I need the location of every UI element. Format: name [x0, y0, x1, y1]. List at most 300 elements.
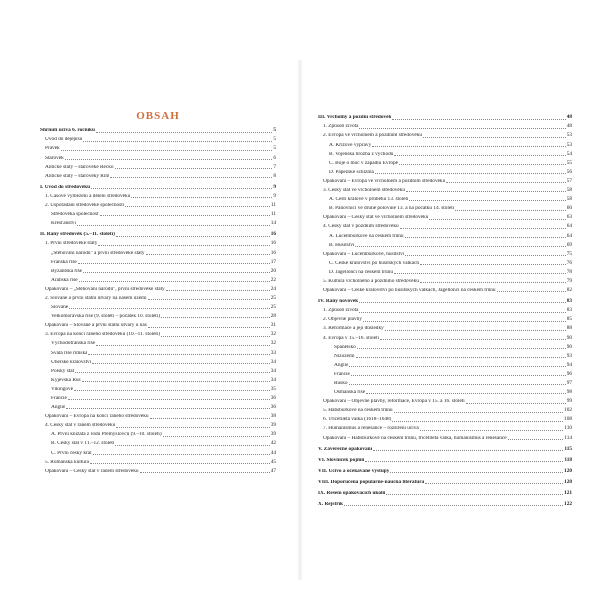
toc-entry-title: A. Lucemburkové na českém trůnu: [329, 233, 404, 239]
toc-leader-dots: [100, 215, 270, 216]
toc-chapter-entry: [318, 499, 572, 508]
toc-entry: [318, 332, 572, 341]
toc-page-number: 96: [566, 370, 572, 377]
toc-leader-dots: [150, 418, 270, 419]
toc-leader-dots: [425, 483, 563, 484]
toc-entry: [318, 167, 572, 176]
toc-entry: [40, 302, 276, 311]
toc-entry-title: Opakování – Český stát v raném středověku: [45, 468, 139, 474]
toc-page-number: 5: [273, 127, 276, 134]
toc-page-number: 98: [566, 389, 572, 396]
toc-entry: [40, 293, 276, 302]
toc-entry-title: Kyjevská Rus: [51, 377, 81, 383]
toc-leader-dots: [148, 299, 270, 300]
toc-leader-dots: [359, 302, 566, 303]
toc-leader-dots: [77, 225, 270, 226]
toc-entry: [40, 356, 276, 365]
toc-entry-title: Polský stát: [51, 368, 75, 374]
toc-page-number: 114: [564, 434, 572, 441]
toc-leader-dots: [148, 327, 270, 328]
toc-entry: [318, 157, 572, 166]
toc-entry-title: B. Husitství: [329, 242, 355, 248]
toc-leader-dots: [66, 408, 269, 409]
toc-page-number: 108: [564, 416, 572, 423]
toc-entry-title: Uherské království: [51, 359, 92, 365]
toc-entry: [318, 267, 572, 276]
toc-entry-title: Francie: [334, 371, 350, 377]
toc-entry-title: Slované: [51, 305, 69, 311]
toc-page-number: 90: [566, 334, 572, 341]
toc-leader-dots: [406, 191, 566, 192]
toc-leader-dots: [420, 264, 566, 265]
toc-entry-title: Antické státy – starověký Řím: [45, 173, 110, 179]
toc-leader-dots: [115, 445, 269, 446]
toc-chapter-entry: [318, 454, 572, 463]
toc-leader-dots: [98, 245, 269, 246]
toc-entry-title: X. Rejstřík: [318, 502, 344, 508]
toc-entry: [40, 465, 276, 474]
toc-page-number: 83: [566, 298, 572, 305]
toc-entry-title: Shrnutí učiva 6. ročníku: [40, 128, 95, 134]
toc-entry: [318, 276, 572, 285]
toc-entry-title: VIII. Doporučená populárně-naučná literatura: [318, 479, 425, 485]
toc-entry: [40, 438, 276, 447]
toc-page-number: 85: [566, 316, 572, 323]
toc-entry: [40, 265, 276, 274]
toc-leader-dots: [166, 290, 270, 291]
toc-page-number: 110: [564, 425, 572, 432]
toc-entry: [40, 209, 276, 218]
toc-page-number: 34: [270, 367, 276, 374]
toc-entry-title: Opakování – České království po husitských válkách, Jagellonci na českém trůnu: [323, 288, 496, 294]
toc-page-number: 31: [270, 322, 276, 329]
toc-entry-title: Osmanská říše: [334, 390, 366, 396]
toc-entry-title: A. Křížové výpravy: [329, 142, 372, 148]
toc-entry-title: 3. Evropa na konci raného středověku (10.–11. století): [45, 332, 161, 338]
toc-entry-title: Středověká společnost: [51, 212, 99, 218]
toc-page-number: 102: [564, 407, 572, 414]
toc-entry: [40, 384, 276, 393]
toc-page-number: 63: [566, 214, 572, 221]
toc-leader-dots: [366, 393, 566, 394]
toc-entry-title: IX. Řešení opakovacích úkolů: [318, 491, 386, 497]
toc-leader-dots: [90, 463, 270, 464]
toc-entry: [318, 405, 572, 414]
toc-leader-dots: [380, 339, 566, 340]
toc-entry-title: Opakování – Evropa ve vrcholném a pozdním středověku: [323, 178, 446, 184]
toc-entry-title: Opakování – Slované a první státní útvary u nás: [45, 323, 147, 329]
toc-page-number: 16: [270, 249, 276, 256]
toc-page-number: 32: [270, 340, 276, 347]
toc-entry-title: 5. Románská kultura: [45, 459, 89, 465]
toc-leader-dots: [125, 206, 270, 207]
toc-page-number: 99: [566, 398, 572, 405]
toc-entry: [318, 369, 572, 378]
toc-entry-title: IV. Raný novověk: [318, 299, 359, 305]
toc-page-number: 45: [270, 458, 276, 465]
toc-leader-dots: [110, 177, 272, 178]
toc-entry: [318, 139, 572, 148]
toc-entry: [40, 402, 276, 411]
toc-leader-dots: [83, 141, 272, 142]
toc-chapter-entry: [40, 125, 276, 134]
toc-entry-title: „Stěhování národů" a první středověké státy: [51, 250, 145, 256]
toc-chapter-entry: [318, 112, 572, 121]
toc-entry-title: Vikingové: [51, 386, 74, 392]
toc-page-number: 34: [270, 376, 276, 383]
toc-entry-title: Španělsko: [334, 344, 356, 350]
toc-entry-title: VII. Učivo a očekávané výstupy: [318, 468, 390, 474]
toc-entry: [318, 423, 572, 432]
toc-page-number: 54: [566, 150, 572, 157]
toc-page-number: 93: [566, 352, 572, 359]
toc-entry: [40, 347, 276, 356]
toc-page-number: 78: [566, 268, 572, 275]
toc-leader-dots: [92, 363, 270, 364]
toc-entry: [318, 176, 572, 185]
toc-leader-dots: [429, 219, 565, 220]
toc-entry: [318, 432, 572, 441]
toc-leader-dots: [455, 210, 566, 211]
toc-page-number: 25: [270, 294, 276, 301]
toc-leader-dots: [508, 439, 564, 440]
toc-entry-title: Křesťanství: [51, 221, 76, 227]
toc-leader-dots: [131, 197, 272, 198]
toc-page-number: 11: [270, 202, 276, 209]
toc-leader-dots: [79, 281, 270, 282]
toc-entry-title: VI. Slovníček pojmů: [318, 457, 365, 463]
toc-leader-dots: [78, 263, 270, 264]
toc-page-number: 97: [566, 380, 572, 387]
toc-page-number: 48: [566, 123, 572, 130]
toc-entry-title: C. Boje o moc v západní Evropě: [329, 160, 398, 166]
toc-page-number: 35: [270, 385, 276, 392]
toc-entry-title: B. Český stát v 11.–12. století: [51, 441, 115, 447]
toc-entry-title: 3. Reformace a její důsledky: [323, 326, 384, 332]
toc-page-number: 17: [270, 258, 276, 265]
toc-entry: [40, 338, 276, 347]
toc-entry-title: C. České království po husitských válkách: [329, 260, 420, 266]
toc-chapter-entry: [318, 488, 572, 497]
toc-leader-dots: [116, 236, 270, 237]
toc-leader-dots: [146, 254, 270, 255]
toc-entry-title: B. Vojenská hrozba z východu: [329, 151, 394, 157]
toc-leader-dots: [373, 450, 563, 451]
toc-page-number: 28: [270, 313, 276, 320]
toc-leader-dots: [161, 336, 270, 337]
toc-leader-dots: [74, 390, 270, 391]
toc-entry: [318, 360, 572, 369]
toc-page-number: 16: [270, 231, 276, 238]
toc-leader-dots: [423, 137, 566, 138]
toc-page-number: 118: [564, 456, 572, 463]
toc-page-number: 75: [566, 250, 572, 257]
toc-page-number: 64: [566, 232, 572, 239]
toc-page-number: 9: [273, 183, 276, 190]
toc-entry: [40, 320, 276, 329]
right-page: [300, 0, 600, 600]
toc-entry: [318, 121, 572, 130]
toc-entry: [40, 143, 276, 152]
toc-entry: [318, 212, 572, 221]
toc-entry: [318, 239, 572, 248]
toc-entry-title: 2. Evropa ve vrcholném a pozdním středověku: [323, 133, 422, 139]
toc-chapter-entry: [318, 443, 572, 452]
toc-entry: [318, 350, 572, 359]
toc-leader-dots: [357, 348, 566, 349]
toc-entry: [318, 414, 572, 423]
toc-entry-title: Antické státy – starověké Řecko: [45, 164, 114, 170]
toc-page-number: 69: [566, 241, 572, 248]
toc-entry: [318, 185, 572, 194]
toc-leader-dots: [420, 282, 566, 283]
toc-leader-dots: [392, 119, 565, 120]
toc-leader-dots: [68, 399, 270, 400]
toc-leader-dots: [420, 430, 563, 431]
toc-entry-title: 1. Časové vymezení a dělení středověku: [45, 193, 131, 199]
toc-page-number: 11: [270, 211, 276, 218]
toc-entry: [40, 191, 276, 200]
toc-entry: [318, 230, 572, 239]
toc-leader-dots: [375, 173, 566, 174]
toc-entry: [40, 420, 276, 429]
toc-entry-title: Pravěk: [45, 146, 60, 152]
toc-entry: [318, 248, 572, 257]
toc-page-number: 60: [566, 205, 572, 212]
toc-entry-title: D. Jagellonci na českém trůnu: [329, 269, 393, 275]
toc-leader-dots: [96, 132, 272, 133]
toc-page-number: 9: [273, 192, 276, 199]
toc-leader-dots: [394, 155, 565, 156]
toc-page-number: 58: [566, 196, 572, 203]
toc-page-number: 25: [270, 304, 276, 311]
toc-entry-title: 4. Český stát v raném středověku: [45, 423, 116, 429]
toc-leader-dots: [83, 272, 270, 273]
toc-entry-title: 4. Evropa v 15.–16. století: [323, 335, 380, 341]
toc-entry: [318, 194, 572, 203]
toc-leader-dots: [116, 427, 269, 428]
toc-entry-title: B. Panovníci ve druhé polovině 13. a na počátku 14. století: [329, 206, 455, 212]
toc-page-number: 6: [273, 154, 276, 161]
toc-entry: [318, 285, 572, 294]
toc-leader-dots: [351, 375, 566, 376]
toc-leader-dots: [82, 381, 270, 382]
toc-leader-dots: [91, 188, 272, 189]
toc-entry: [40, 161, 276, 170]
toc-entry-title: Anglie: [51, 405, 66, 411]
toc-page-number: 39: [270, 431, 276, 438]
toc-entry-title: Opakování – „Stěhování národů", první středověké státy: [45, 286, 165, 292]
toc-page-number: 32: [270, 331, 276, 338]
toc-entry: [318, 323, 572, 332]
toc-entry: [318, 258, 572, 267]
toc-entry: [318, 314, 572, 323]
toc-entry-title: 1. Způsob života: [323, 124, 359, 130]
toc-chapter-entry: [40, 182, 276, 191]
toc-leader-dots: [405, 237, 566, 238]
toc-entry: [318, 387, 572, 396]
toc-page-number: 5: [273, 145, 276, 152]
toc-page-number: 82: [566, 287, 572, 294]
toc-chapter-entry: [40, 229, 276, 238]
toc-entry: [40, 275, 276, 284]
toc-page-number: 16: [270, 240, 276, 247]
toc-leader-dots: [363, 321, 566, 322]
toc-entry: [40, 170, 276, 179]
toc-page-number: 58: [566, 187, 572, 194]
toc-page-number: 44: [270, 449, 276, 456]
toc-page-number: 120: [564, 478, 572, 485]
toc-entry-title: Opakování – Habsburkové na českém trůnu, třicetiletá válka, humanismus a renesance: [323, 435, 507, 441]
toc-entry: [40, 256, 276, 265]
toc-page-number: 20: [270, 267, 276, 274]
toc-leader-dots: [372, 146, 565, 147]
toc-chapter-entry: [318, 466, 572, 475]
toc-entry: [318, 221, 572, 230]
toc-entry: [318, 203, 572, 212]
toc-leader-dots: [446, 182, 565, 183]
toc-entry: [318, 130, 572, 139]
toc-entry-title: 5. Kultura vrcholného a pozdního středověku: [323, 278, 419, 284]
toc-leader-dots: [140, 472, 270, 473]
toc-entry-title: Východofranská říše: [51, 341, 95, 347]
toc-page-number: 64: [566, 223, 572, 230]
toc-page-number: 90: [566, 343, 572, 350]
toc-leader-dots: [115, 168, 273, 169]
toc-entry-title: Nizozemí: [334, 353, 355, 359]
toc-leader-dots: [394, 273, 566, 274]
toc-entry: [40, 375, 276, 384]
toc-entry: [40, 284, 276, 293]
toc-entry-title: II. Raný středověk (5.–11. století): [40, 232, 115, 238]
toc-leader-dots: [65, 159, 273, 160]
toc-page-number: 83: [566, 307, 572, 314]
toc-leader-dots: [349, 366, 565, 367]
toc-leader-dots: [161, 317, 270, 318]
toc-leader-dots: [75, 372, 270, 373]
toc-page-number: 122: [564, 501, 572, 508]
toc-entry-title: 6. Třicetiletá válka (1618–1648): [323, 417, 392, 423]
toc-page-number: 53: [566, 132, 572, 139]
toc-entry: [40, 200, 276, 209]
toc-entry-title: 5. Habsburkové na českém trůnu: [323, 408, 393, 414]
toc-entry-title: Rusko: [334, 381, 348, 387]
toc-page-number: 57: [566, 177, 572, 184]
toc-list-left: [40, 125, 276, 475]
toc-leader-dots: [96, 345, 270, 346]
toc-entry: [40, 218, 276, 227]
toc-leader-dots: [392, 421, 563, 422]
toc-chapter-entry: [318, 296, 572, 305]
toc-leader-dots: [349, 384, 566, 385]
toc-leader-dots: [497, 291, 566, 292]
toc-entry: [40, 411, 276, 420]
toc-entry-title: III. Vrcholný a pozdní středověk: [318, 115, 392, 121]
toc-entry-title: 7. Humanismus a renesance – rozšíření učiva: [323, 426, 419, 432]
toc-page-number: 53: [566, 141, 572, 148]
toc-leader-dots: [394, 412, 563, 413]
toc-page-number: 121: [564, 490, 572, 497]
toc-entry-title: 2. Slované a první státní útvary na našem území: [45, 295, 147, 301]
toc-entry-title: Francie: [51, 396, 67, 402]
toc-entry: [40, 329, 276, 338]
toc-entry: [318, 396, 572, 405]
toc-entry-title: Starověk: [45, 155, 64, 161]
toc-leader-dots: [69, 308, 270, 309]
toc-entry-title: Úvod do dějepisu: [45, 137, 83, 143]
toc-page-number: 94: [566, 361, 572, 368]
toc-leader-dots: [386, 494, 563, 495]
toc-entry-title: Arabská říše: [51, 277, 78, 283]
toc-entry-title: Opakování – Evropa na konci raného středověku: [45, 414, 149, 420]
toc-entry: [318, 341, 572, 350]
toc-page-number: 8: [273, 172, 276, 179]
toc-leader-dots: [385, 330, 566, 331]
toc-entry: [40, 152, 276, 161]
toc-entry: [40, 365, 276, 374]
toc-page-number: 7: [273, 163, 276, 170]
toc-page-number: 48: [566, 114, 572, 121]
toc-page-number: 120: [564, 467, 572, 474]
toc-leader-dots: [365, 461, 563, 462]
toc-leader-dots: [390, 472, 563, 473]
toc-page-number: 33: [270, 349, 276, 356]
toc-entry-title: Svatá říše římská: [51, 350, 88, 356]
toc-leader-dots: [405, 255, 565, 256]
toc-page-number: 47: [270, 467, 276, 474]
toc-entry-title: D. Papežské schizma: [329, 169, 374, 175]
toc-page-number: 56: [566, 168, 572, 175]
toc-entry-title: Opakování – Lucemburkové, husitství: [323, 251, 405, 257]
toc-entry: [40, 447, 276, 456]
toc-leader-dots: [93, 454, 270, 455]
toc-page-number: 36: [270, 404, 276, 411]
toc-chapter-entry: [318, 477, 572, 486]
toc-leader-dots: [399, 164, 566, 165]
toc-entry-title: Velkomoravská říše (9. století – počátek 10. století): [51, 314, 161, 320]
toc-entry-title: A. Čeští králové v průběhu 13. století: [329, 197, 409, 203]
toc-page-number: 14: [270, 220, 276, 227]
toc-entry: [318, 378, 572, 387]
toc-entry-title: A. První knížata z rodu Přemyslovců (9.–10. století): [51, 432, 162, 438]
toc-entry-title: 1. První středověké státy: [45, 241, 98, 247]
toc-entry-title: Opakování – Český stát ve vrcholném středověku: [323, 215, 429, 221]
toc-leader-dots: [400, 228, 566, 229]
toc-page-number: 36: [270, 395, 276, 402]
toc-leader-dots: [359, 128, 565, 129]
toc-entry-title: 2. Uspořádání středověké společnosti: [45, 203, 125, 209]
toc-leader-dots: [163, 436, 270, 437]
toc-entry-title: Franská říše: [51, 259, 77, 265]
toc-entry-title: Anglie: [334, 362, 349, 368]
toc-page-number: 22: [270, 276, 276, 283]
toc-page-number: 79: [566, 277, 572, 284]
toc-page-number: 24: [270, 285, 276, 292]
toc-leader-dots: [409, 200, 565, 201]
toc-page-number: 115: [564, 445, 572, 452]
toc-entry-title: 3. Český stát ve vrcholném středověku: [323, 188, 406, 194]
toc-entry: [40, 247, 276, 256]
toc-entry-title: Opakování – Objevné plavby, reformace, Evropa v 15. a 16. století: [323, 399, 465, 405]
toc-page-number: 34: [270, 358, 276, 365]
toc-page-number: 55: [566, 159, 572, 166]
toc-entry: [40, 456, 276, 465]
toc-leader-dots: [344, 505, 563, 506]
toc-leader-dots: [466, 403, 566, 404]
toc-leader-dots: [61, 150, 273, 151]
toc-entry-title: 2. Objevné plavby: [323, 317, 362, 323]
toc-page-number: 38: [270, 413, 276, 420]
